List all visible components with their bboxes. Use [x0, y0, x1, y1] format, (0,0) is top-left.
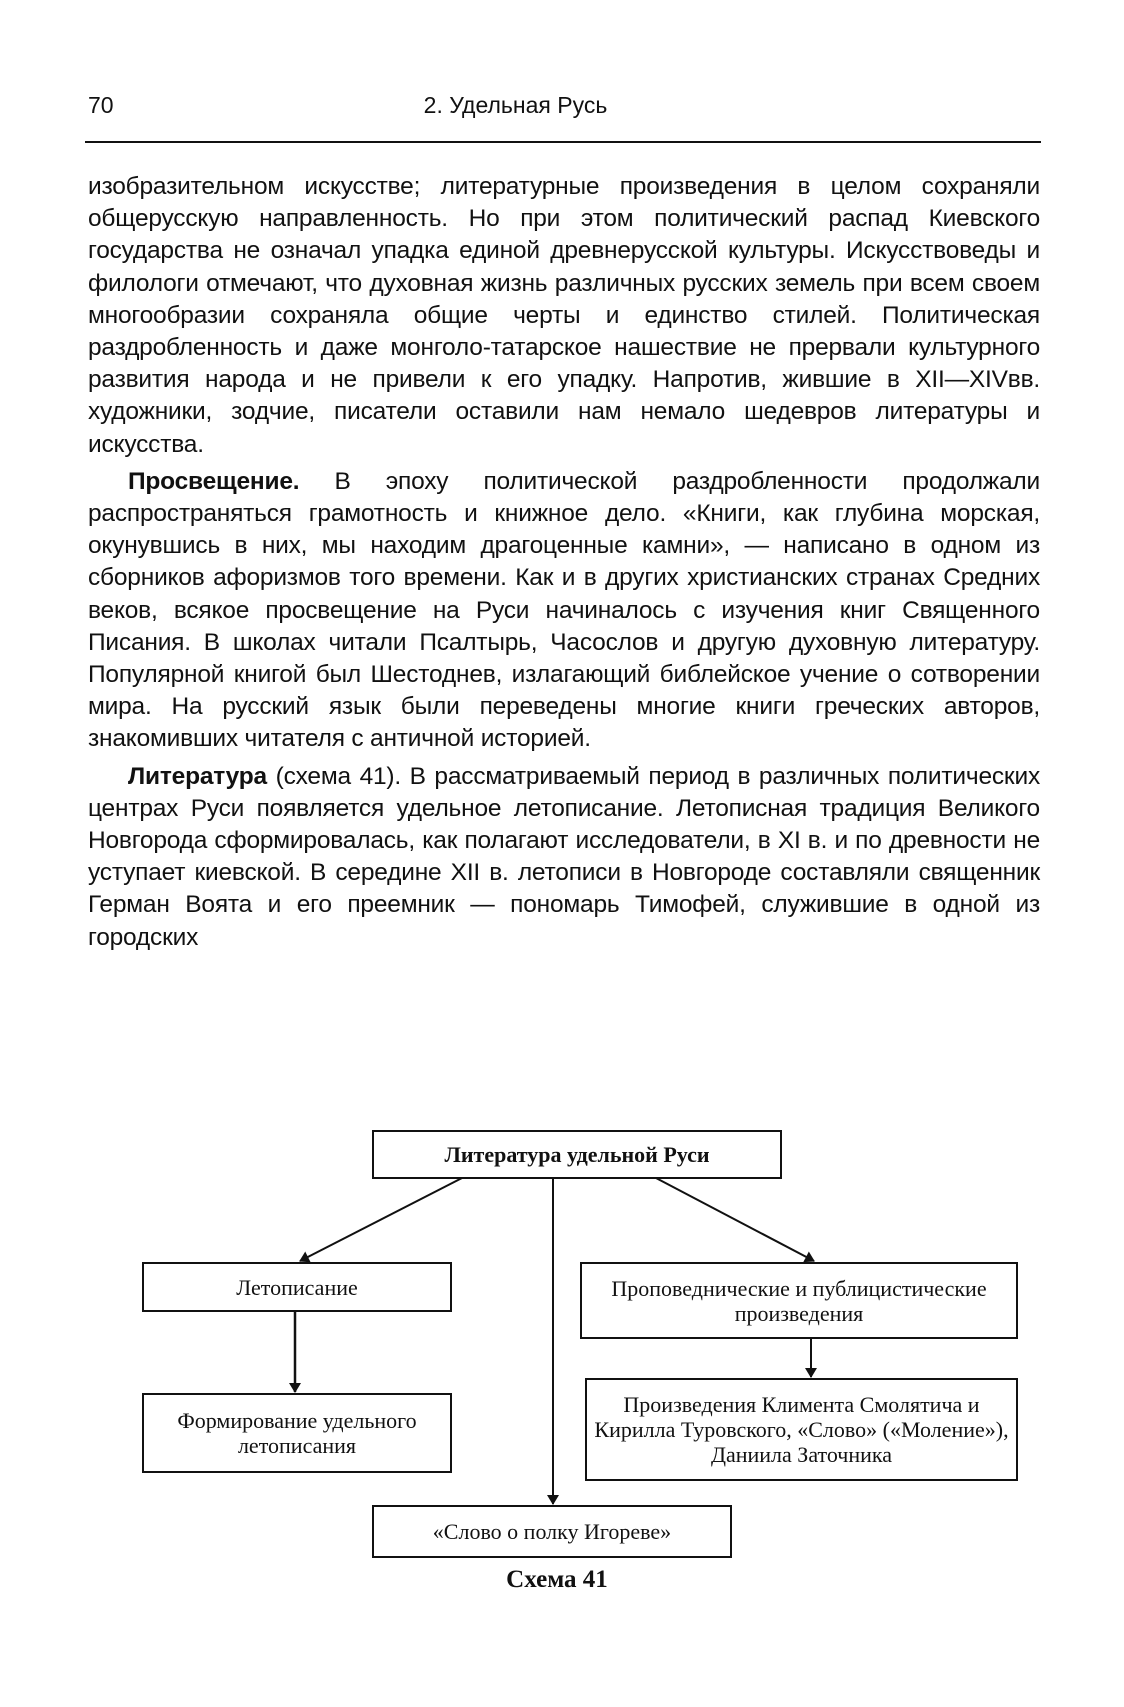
diagram-igor-box: «Слово о полку Игореве»: [372, 1505, 732, 1558]
paragraph-enlightenment: Просвещение. В эпоху политической раздробленности продолжали распространяться грамотность и книжное дело. «Книги, как глубина морская, окунувшись в них, мы находим драгоценные камни», — написано в одном из сборников афоризмов того времени. Как и в других христианских странах Средних веков, всякое просвещение на Руси начиналось с изучения книг Священного Писания. В школах читали Псалтырь, Часослов и другую духовную литературу. Популярной книгой был Шестоднев, излагающий библейское учение о сотворении мира. На русский язык были переведены многие книги греческих авторов, знакомивших читателя с античной историей.: [88, 467, 1040, 753]
page-header: [88, 92, 1040, 132]
paragraph-heading: Литература: [128, 762, 267, 790]
running-title: 2. Удельная Русь: [423, 92, 608, 118]
body-text: [88, 171, 1040, 954]
diagram-chronicles-box: Летописание: [142, 1262, 452, 1312]
paragraph-heading: Просвещение.: [128, 467, 300, 495]
paragraph-literature: Литература (схема 41). В рассматриваемый период в различных политических центрах Руси появляется удельное летописание. Летописная традиция Великого Новгорода сформировалась, как полагают исследователи, в XI в. и по древности не уступает киевской. В середине XII в. летописи в Новгороде составляли священник Герман Воята и его преемник — пономарь Тимофей, служившие в одной из городских: [88, 762, 1040, 951]
diagram-caption: Схема 41: [506, 1566, 608, 1593]
page-number: 70: [88, 92, 114, 118]
diagram-sermon-works-box: Произведения Климента Смолятича и Кирилла Туровского, «Слово» («Моление»), Даниила Заточника: [585, 1378, 1018, 1481]
arrow-root-to-chronicles: [300, 1178, 462, 1261]
diagram-root-box: Литература удельной Руси: [372, 1130, 782, 1179]
paragraph-continuation: изобразительном искусстве; литературные произведения в целом сохраняли общерусскую направленность. Но при этом политический распад Киевского государства не означал упадка единой древнерусской культуры. Искусствоведы и филологи отмечают, что духовная жизнь различных русских земель при всем своем многообразии сохраняла общие черты и единство стилей. Политическая раздробленность и даже монголо-татарское нашествие не прервали культурного развития народа и не привели к его упадку. Напротив, жившие в XII—XIVвв. художники, зодчие, писатели оставили нам немало шедевров литературы и искусства.: [88, 173, 1040, 458]
header-divider: [85, 141, 1041, 143]
arrow-root-to-sermons: [656, 1178, 814, 1261]
diagram-sermons-box: Проповеднические и публицистические произведения: [580, 1262, 1018, 1339]
diagram-chronicles-formation-box: Формирование удельного летописания: [142, 1393, 452, 1473]
